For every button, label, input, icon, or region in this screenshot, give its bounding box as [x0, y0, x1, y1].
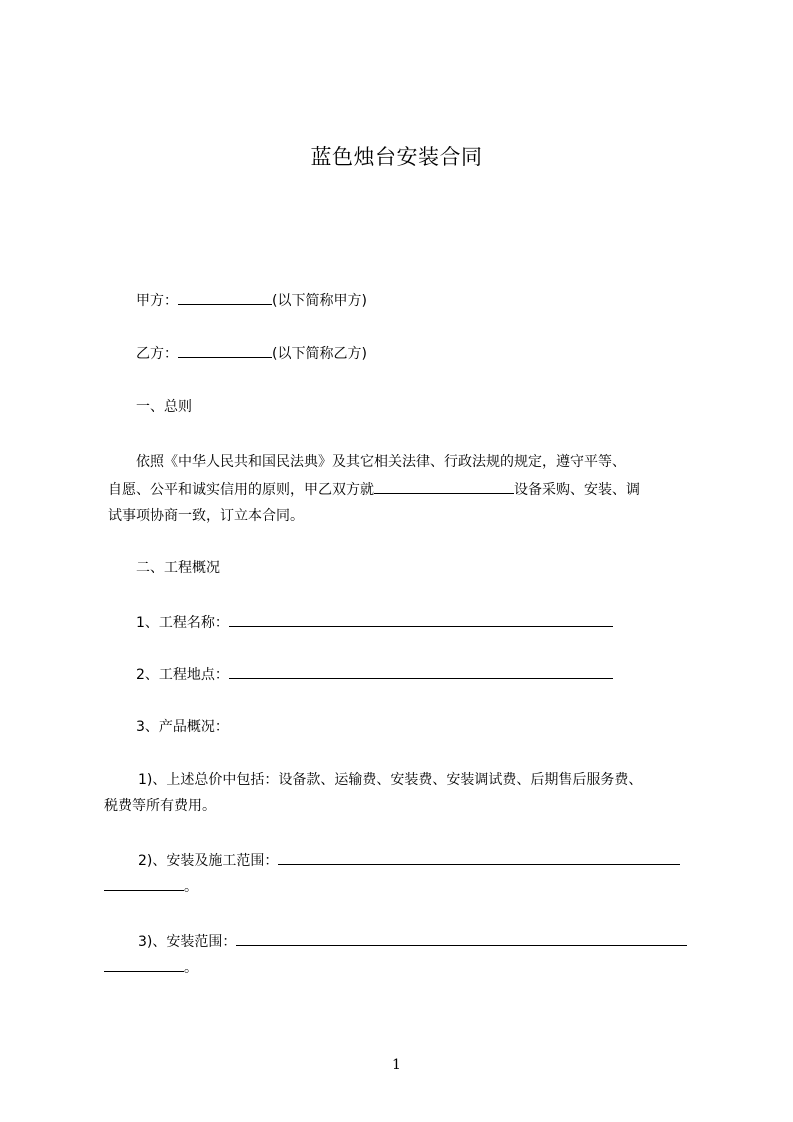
section1-line1: 依照《中华人民共和国民法典》及其它相关法律、行政法规的规定，遵守平等、 — [136, 454, 626, 470]
section1-line2-after: 设备采购、安装、调 — [514, 482, 640, 498]
project-blank — [374, 479, 514, 494]
party-b-label: 乙方： — [136, 346, 178, 362]
sub1-line1: 1)、上述总价中包括：设备款、运输费、安装费、安装调试费、后期售后服务费、 — [138, 772, 643, 788]
sub3-label: 3)、安装范围： — [138, 934, 237, 950]
project-name-label: 1、工程名称： — [136, 615, 229, 631]
project-location-line — [136, 664, 613, 685]
product-overview-label: 3、产品概况： — [136, 719, 229, 735]
sub2-blank-1 — [278, 850, 680, 865]
sub2-end: 。 — [184, 879, 198, 895]
sub2-line2 — [104, 876, 198, 897]
party-b-blank — [178, 343, 272, 358]
project-location-blank — [229, 664, 613, 679]
page-number: 1 — [392, 1057, 401, 1073]
party-a-line — [136, 290, 367, 311]
party-b-line — [136, 343, 367, 364]
sub1-line2: 税费等所有费用。 — [104, 798, 216, 814]
section1-line3: 试事项协商一致，订立本合同。 — [108, 508, 304, 524]
project-name-line — [136, 612, 613, 633]
sub3-blank-1 — [236, 931, 687, 946]
project-name-blank — [229, 612, 613, 627]
sub3-line1 — [138, 931, 687, 952]
sub3-end: 。 — [184, 960, 198, 976]
party-a-suffix: (以下简称甲方) — [272, 293, 367, 309]
section1-line2 — [108, 479, 640, 500]
project-location-label: 2、工程地点： — [136, 667, 229, 683]
section1-line2-before: 自愿、公平和诚实信用的原则，甲乙双方就 — [108, 482, 374, 498]
section1-heading: 一、总则 — [136, 399, 192, 415]
party-a-label: 甲方： — [136, 293, 178, 309]
sub2-label: 2)、安装及施工范围： — [138, 853, 279, 869]
party-b-suffix: (以下简称乙方) — [272, 346, 367, 362]
sub2-blank-2 — [104, 876, 184, 891]
document-title: 蓝色烛台安装合同 — [310, 145, 483, 169]
sub2-line1 — [138, 850, 680, 871]
section2-heading: 二、工程概况 — [136, 560, 220, 576]
party-a-blank — [178, 290, 272, 305]
sub3-blank-2 — [104, 957, 184, 972]
sub3-line2 — [104, 957, 198, 978]
